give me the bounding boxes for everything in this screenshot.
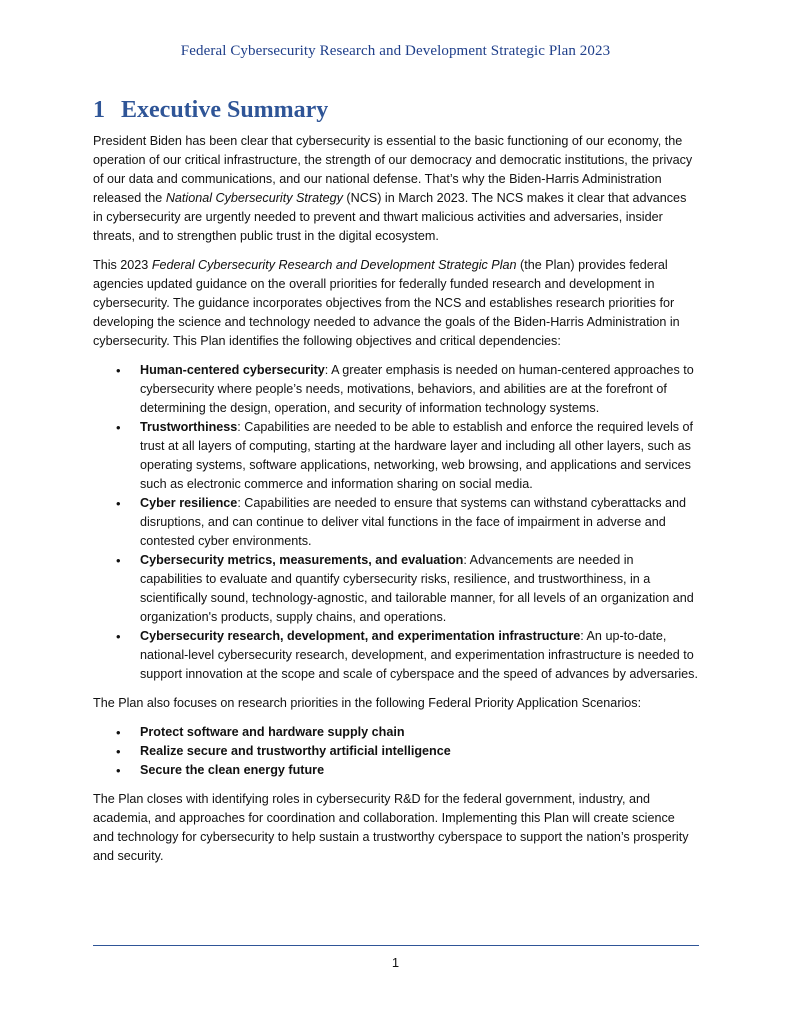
scenario-label: Protect software and hardware supply chain bbox=[140, 725, 405, 739]
footer-divider bbox=[93, 945, 699, 946]
objective-item bbox=[93, 494, 699, 551]
objective-item bbox=[93, 361, 699, 418]
objective-item bbox=[93, 551, 699, 627]
paragraph-plan bbox=[93, 256, 699, 351]
objective-term: Cyber resilience bbox=[140, 496, 238, 510]
objective-text: : Capabilities are needed to ensure that systems can withstand cyberattacks and disruptions, and can continue to deliver vital functions in the face of impairment in adverse and contested cyber environments. bbox=[140, 496, 687, 548]
objective-text: : A greater emphasis is needed on human-centered approaches to cybersecurity where people’s needs, motivations, behaviors, and abilities are at the forefront of determining the design, operation, and security of information technology systems. bbox=[140, 363, 694, 415]
objective-term: Trustworthiness bbox=[140, 420, 238, 434]
scenario-label: Realize secure and trustworthy artificial intelligence bbox=[140, 744, 451, 758]
objective-term: Human-centered cybersecurity bbox=[140, 363, 325, 377]
ncs-title: National Cybersecurity Strategy bbox=[165, 191, 343, 205]
section-heading bbox=[93, 94, 699, 126]
page-content bbox=[93, 94, 699, 876]
page-number: 1 bbox=[391, 955, 400, 970]
section-number: 1 bbox=[93, 97, 105, 123]
paragraph-intro bbox=[93, 132, 699, 246]
objective-term: Cybersecurity research, development, and experimentation infrastructure bbox=[140, 629, 581, 643]
paragraph-intro-text-1: President Biden has been clear that cybersecurity is essential to the basic functioning of our economy, the operation of our critical infrastructure, the strength of our democracy and democratic institutions, the privacy of our data and communications, and our national defense. That’s why the Biden-Harris Administration released the bbox=[93, 134, 693, 205]
objective-item bbox=[93, 418, 699, 494]
running-header: Federal Cybersecurity Research and Development Strategic Plan 2023 bbox=[180, 43, 611, 59]
objective-text: : An up-to-date, national-level cybersecurity research, development, and experimentation infrastructure is needed to support innovation at the scope and scale of cyberspace and the speed of advances by adversaries. bbox=[140, 629, 698, 681]
paragraph-scenarios-intro: The Plan also focuses on research priorities in the following Federal Priority Application Scenarios: bbox=[93, 696, 642, 710]
scenario-item bbox=[93, 723, 699, 742]
scenario-item bbox=[93, 761, 699, 780]
objective-term: Cybersecurity metrics, measurements, and evaluation bbox=[140, 553, 464, 567]
paragraph-plan-text-1: This 2023 bbox=[93, 258, 152, 272]
section-title: Executive Summary bbox=[121, 97, 329, 123]
plan-title: Federal Cybersecurity Research and Development Strategic Plan bbox=[151, 258, 517, 272]
paragraph-closing: The Plan closes with identifying roles in cybersecurity R&D for the federal government, industry, and academia, and approaches for coordination and collaboration. Implementing this Plan will create science and technology for cybersecurity to help sustain a trustworthy cyberspace to support the nation’s prosperity and security. bbox=[93, 792, 689, 863]
objectives-list bbox=[93, 361, 699, 684]
paragraph-plan-text-2: (the Plan) provides federal agencies updated guidance on the overall priorities for federally funded research and development in cybersecurity. The guidance incorporates objectives from the NCS and establishes research priorities for developing the science and technology needed to advance the goals of the Biden-Harris Administration in cybersecurity. This Plan identifies the following objectives and critical dependencies: bbox=[93, 258, 680, 348]
objective-item bbox=[93, 627, 699, 684]
paragraph-intro-text-2: (NCS) in March 2023. The NCS makes it clear that advances in cybersecurity are urgently needed to prevent and thwart malicious activities and adversaries, insider threats, and to strengthen public trust in the digital ecosystem. bbox=[93, 191, 687, 243]
objective-text: : Capabilities are needed to be able to establish and enforce the required levels of trust at all layers of computing, starting at the hardware layer and including all other layers, such as operating systems, software applications, networking, web browsing, and applications and services such as electronic commerce and information sharing on social media. bbox=[140, 420, 694, 491]
scenarios-list bbox=[93, 723, 699, 780]
objective-text: : Advancements are needed in capabilities to evaluate and quantify cybersecurity risks, resilience, and trustworthiness, in a scientifically sound, technology-agnostic, and tailorable manner, for all levels of an organization and organization's products, supply chains, and operations. bbox=[140, 553, 694, 624]
scenario-label: Secure the clean energy future bbox=[140, 763, 325, 777]
scenario-item bbox=[93, 742, 699, 761]
